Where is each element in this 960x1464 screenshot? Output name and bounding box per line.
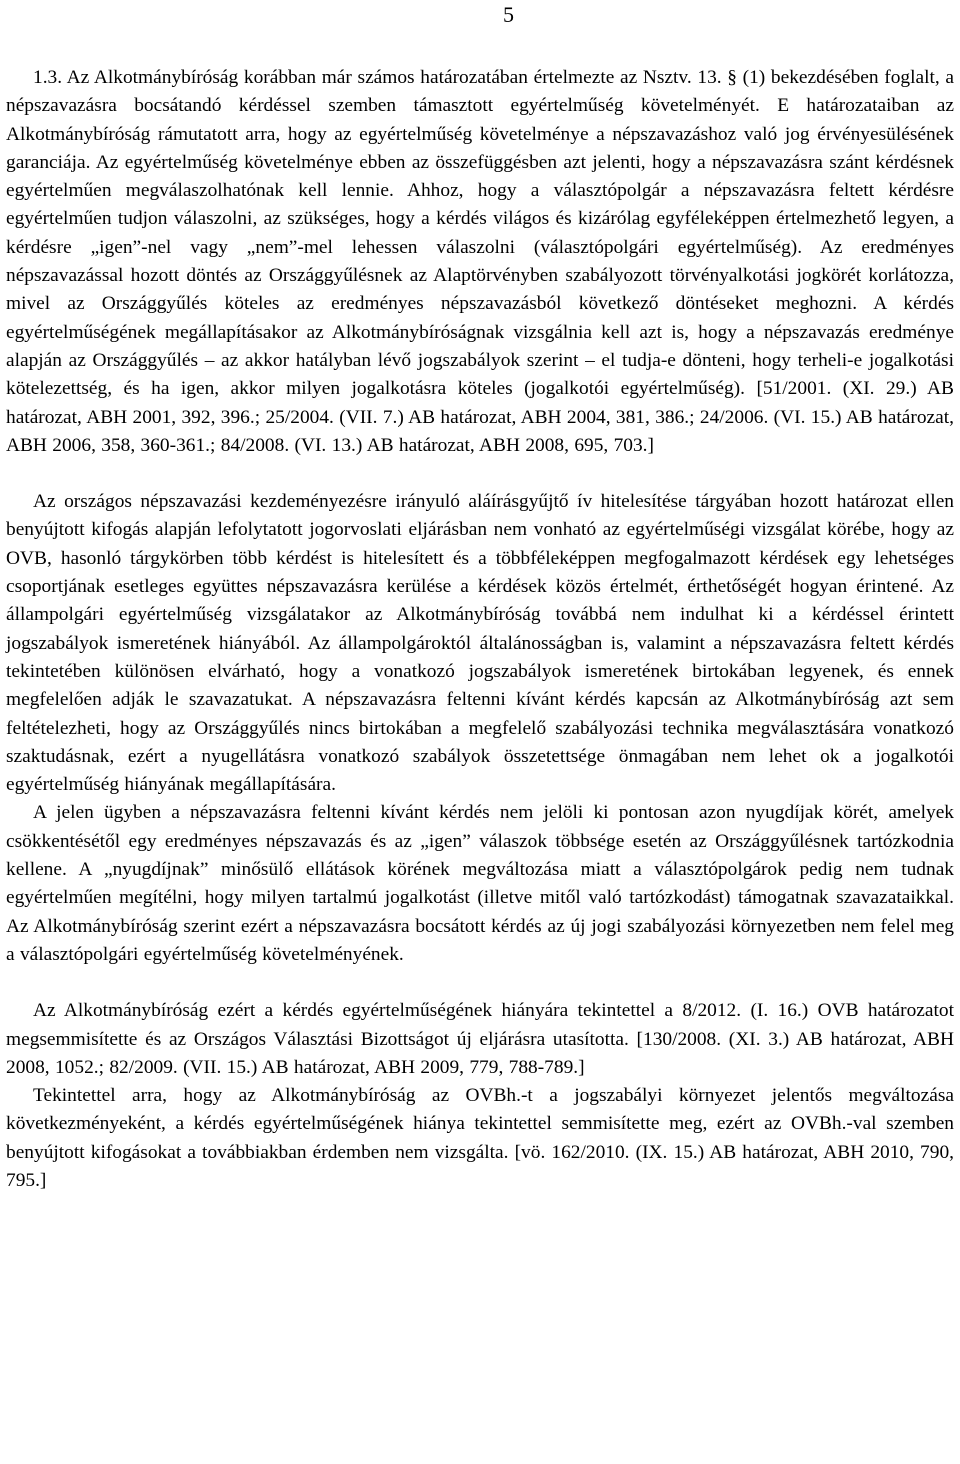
paragraph-conclusion: Tekintettel arra, hogy az Alkotmánybíróság az OVBh.-t a jogszabályi környezet jelentős megváltozása következményeként, a kérdés egyértelműségének hiánya tekintettel semmisítette meg, ezért az OVBh.-val szemben benyújtott kifogásokat a továbbiakban érdemben nem vizsgálta. [vö. 162/2010. (IX. 15.) AB határozat, ABH 2010, 790, 795.] [6,1085,954,1191]
paragraph-ovb-review-scope: Az országos népszavazási kezdeményezésre irányuló aláírásgyűjtő ív hitelesítése tárgyában hozott határozat ellen benyújtott kifogás alapján lefolytatott jogorvoslati eljárásban nem vonható az egyértelműségi vizsgálat körébe, hogy az OVB, hasonló tárgykörben több kérdést is hitelesített és a többféleképpen megfogalmazott kérdések egy lehetséges csoportjának esetleges együttes népszavazásra kerülése a kérdések közös értelmét, érthetőségét hogyan érintené. Az állampolgári egyértelműség vizsgálatakor az Alkotmánybíróság továbbá nem indulhat ki a kérdéssel érintett jogszabályok ismeretének hiányából. Az állampolgároktól általánosságban is, valamint a népszavazásra feltett kérdés tekintetében különösen elvárható, hogy a vonatkozó jogszabályok ismeretének birtokában legyenek, és ennek megfelelően adják le szavazatukat. A népszavazásra feltenni kívánt kérdés kapcsán az Alkotmánybíróság azt sem feltételezheti, hogy az Országgyűlés nincs birtokában a megfelelő szabályozási technika megválasztására vonatkozó szaktudásnak, ezért a nyugellátásra vonatkozó szabályok összetettsége önmagában nem lehet ok a jogalkotói egyértelműség hiányának megállapítására. [6,491,954,796]
paragraph-current-case: A jelen ügyben a népszavazásra feltenni kívánt kérdés nem jelöli ki pontosan azon nyugdíjak körét, amelyek csökkentésétől egy eredményes népszavazás és az „igen” válaszok többsége esetén az Országgyűlésnek tartózkodnia kellene. A „nyugdíjnak” minősülő ellátások körének megváltozása miatt a választópolgárok pedig nem tudnak egyértelműen megítélni, hogy milyen tartalmú jogalkotást (illetve mitől való tartózkodást) támogatnak szavazataikkal. Az Alkotmánybíróság szerint ezért a népszavazásra bocsátott kérdés az új jogi szabályozási környezetben nem felel meg a választópolgári egyértelműség követelményének. [6,802,954,965]
paragraph-spacer [6,969,954,997]
page-number: 5 [503,2,514,27]
paragraph-annulment: Az Alkotmánybíróság ezért a kérdés egyértelműségének hiányára tekintettel a 8/2012. (I. 16.) OVB határozatot megsemmisítette és az Országos Választási Bizottságot új eljárásra utasította. [130/2008. (XI. 3.) AB határozat, ABH 2008, 1052.; 82/2009. (VII. 15.) AB határozat, ABH 2009, 779, 788-789.] [6,1000,954,1078]
paragraph-1-3: 1.3. Az Alkotmánybíróság korábban már számos határozatában értelmezte az Nsztv. 13. § (1) bekezdésében foglalt, a népszavazásra bocsátandó kérdéssel szemben támasztott egyértelműség követelményét. E határozataiban az Alkotmánybíróság rámutatott arra, hogy az egyértelműség követelménye a népszavazáshoz való jog érvényesülésének garanciája. Az egyértelműség követelménye ebben az összefüggésben azt jelenti, hogy a népszavazásra szánt kérdésnek egyértelműen megválaszolhatónak kell lennie. Ahhoz, hogy a választópolgár a népszavazásra feltett kérdésre egyértelműen tudjon válaszolni, az szükséges, hogy a kérdés világos és kizárólag egyféleképpen értelmezhető legyen, a kérdésre „igen”-nel vagy „nem”-mel lehessen válaszolni (választópolgári egyértelműség). Az eredményes népszavazással hozott döntés az Országgyűlésnek az Alaptörvényben szabályozott törvényalkotási jogkörét korlátozza, mivel az Országgyűlés köteles az eredményes népszavazásból következő döntéseket meghozni. A kérdés egyértelműségének megállapításakor az Alkotmánybíróságnak vizsgálnia kell azt is, hogy a népszavazás eredménye alapján az Országgyűlés – az akkor hatályban lévő jogszabályok szerint – el tudja-e dönteni, hogy terheli-e jogalkotási kötelezettség, és ha igen, akkor milyen jogalkotásra köteles (jogalkotói egyértelműség). [51/2001. (XI. 29.) AB határozat, ABH 2001, 392, 396.; 25/2004. (VII. 7.) AB határozat, ABH 2004, 381, 386.; 24/2006. (VI. 15.) AB határozat, ABH 2006, 358, 360-361.; 84/2008. (VI. 13.) AB határozat, ABH 2008, 695, 703.] [6,67,954,456]
paragraph-spacer [6,460,954,488]
document-body [6,64,954,1195]
